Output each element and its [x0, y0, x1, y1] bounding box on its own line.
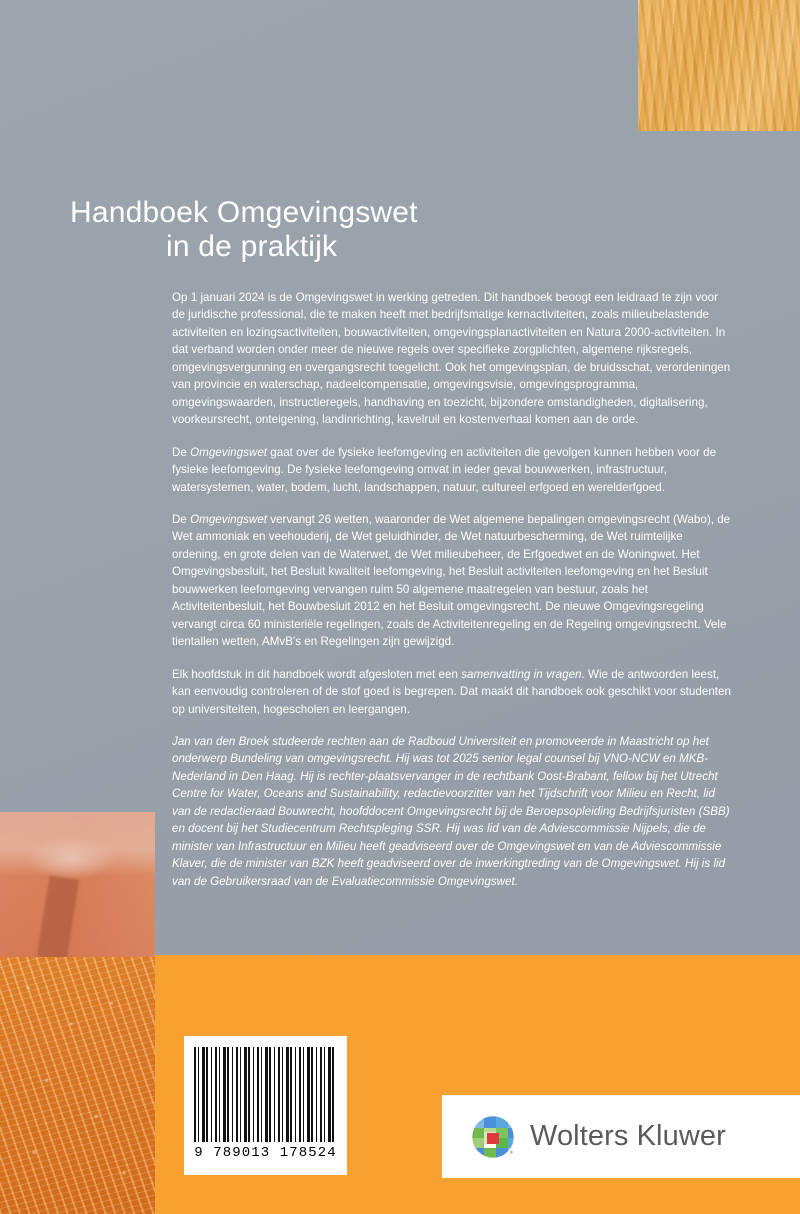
- paragraph-scope-italic-term: Omgevingswet: [190, 445, 268, 459]
- blurb-text: [172, 289, 734, 890]
- paragraph-scope-rest: gaat over de fysieke leefomgeving en activiteiten die gevolgen kunnen hebben voor de fysieke leefomgeving. De fysieke leefomgeving omvat in ieder geval bouwwerken, infrastructuur, watersystemen, water, bodem, lucht, landschappen, natuur, cultureel erfgoed en werelderfgoed.: [172, 445, 717, 494]
- paragraph-intro: Op 1 januari 2024 is de Omgevingswet in werking getreden. Dit handboek beoogt een leidraad te zijn voor de juridische professional, die te maken heeft met bedrijfsmatige kernactiviteiten, zoals milieubelastende activiteiten en lozingsactiviteiten, bouwactiviteiten, omgevingsplanactiviteiten en Natura 2000-activiteiten. In dat verband worden onder meer de nieuwe regels over specifieke zorgplichten, algemene rijksregels, omgevingsvergunning en overgangsrecht toegelicht. Ook het omgevingsplan, de bruidsschat, verordeningen van provincie en waterschap, nadeelcompensatie, omgevingsvisie, omgevingsprogramma, omgevingswaarden, instructieregels, handhaving en toezicht, bijzondere omstandigheden, digitalisering, voorkeursrecht, onteigening, landinrichting, kavelruil en kostenverhaal komen aan de orde.: [172, 291, 731, 427]
- isbn-number: 9 789013 178524: [194, 1145, 337, 1161]
- publisher-logo-block: [442, 1095, 800, 1178]
- paragraph-scope: [172, 444, 734, 496]
- paragraph-chapter-summary-rest: . Wie de antwoorden leest, kan eenvoudig controleren of de stof goed is begrepen. Dat maakt dit handboek ook geschikt voor studenten op universiteiten, hogescholen en leergangen.: [172, 667, 731, 716]
- paragraph-chapter-summary-prefix: Elk hoofdstuk in dit handboek wordt afgesloten met een: [172, 667, 462, 681]
- paragraph-replaced-laws-italic-term: Omgevingswet: [190, 512, 268, 526]
- photo-wheat-field-top-right: [638, 0, 800, 131]
- title-line-1: Handboek Omgevingswet: [70, 196, 418, 229]
- photo-construction-mid-left: [0, 812, 155, 957]
- paragraph-chapter-summary-italic-term: samenvatting in vragen: [461, 667, 582, 681]
- publisher-name: Wolters Kluwer: [530, 1120, 726, 1152]
- title-line-2: in de praktijk: [166, 230, 338, 264]
- svg-text:®: ®: [509, 1149, 514, 1155]
- photo-crop-field-bottom-left: [0, 957, 155, 1214]
- paragraph-replaced-laws: [172, 511, 734, 651]
- paragraph-replaced-laws-rest: vervangt 26 wetten, waaronder de Wet algemene bepalingen omgevingsrecht (Wabo), de Wet ammoniak en veehouderij, de Wet geluidhinder, de Wet natuurbescherming, de Wet ruimtelijke ordening, en grote delen van de Waterwet, de Wet milieubeheer, de Erfgoedwet en de Woningwet. Het Omgevingsbesluit, het Besluit kwaliteit leefomgeving, het Besluit activiteiten leefomgeving en het Besluit bouwwerken leefomgeving vervangen ruim 50 algemene maatregelen van bestuur, zoals het Activiteitenbesluit, het Bouwbesluit 2012 en het Besluit omgevingsrecht. De nieuwe Omgevingsregeling vervangt circa 60 ministeriële regelingen, zoals de Activiteitenregeling en de Regeling omgevingsrecht. Vele tientallen wetten, AMvB's en Regelingen zijn gewijzigd.: [172, 512, 731, 649]
- paragraph-replaced-laws-prefix: De: [172, 512, 191, 526]
- paragraph-scope-prefix: De: [172, 445, 191, 459]
- barcode-bars-graphic: [194, 1047, 337, 1142]
- paragraph-chapter-summary: [172, 666, 734, 718]
- page-title: [70, 196, 690, 264]
- author-biography: Jan van den Broek studeerde rechten aan de Radboud Universiteit en promoveerde in Maastricht op het onderwerp Bundeling van omgevingsrecht. Hij was tot 2025 senior legal counsel bij VNO-NCW en MKB-Nederland in Den Haag. Hij is rechter-plaatsvervanger in de rechtbank Oost-Brabant, fellow bij het Utrecht Centre for Water, Oceans and Sustainability, redactievoorzitter van het Tijdschrift voor Milieu en Recht, lid van de redactieraad Bouwrecht, hoofddocent Omgevingsrecht bij de Beroepsopleiding Bedrijfsjuristen (SBB) en docent bij het Studiecentrum Rechtspleging SSR. Hij was lid van de Adviescommissie Nijpels, die de minister van Infrastructuur en Milieu heeft geadviseerd over de Omgevingswet en van de Adviescommissie Klaver, die de minister van BZK heeft geadviseerd over de inwerkingtreding van de Omgevingswet. Hij is lid van de Gebruikersraad van de Evaluatiecommissie Omgevingswet.: [172, 734, 730, 888]
- isbn-barcode: [184, 1036, 347, 1175]
- wolters-kluwer-logo-icon: [470, 1114, 516, 1160]
